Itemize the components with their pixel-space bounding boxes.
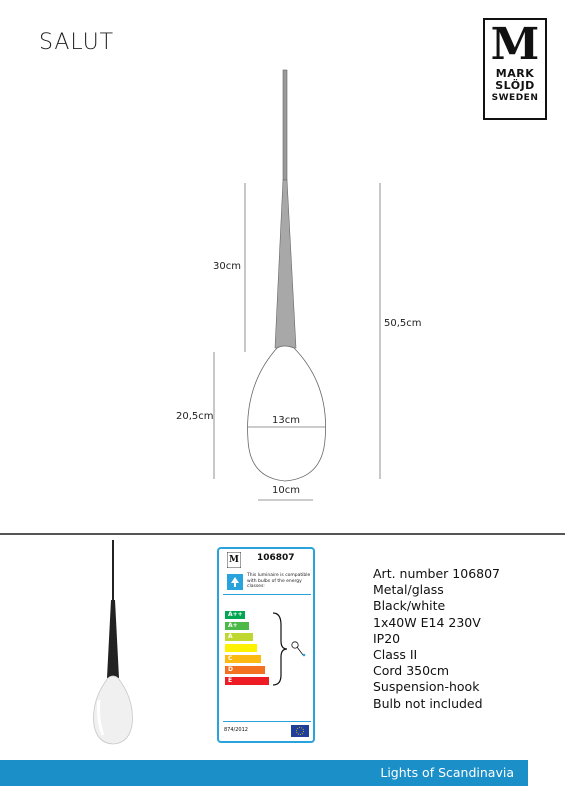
eu-flag-icon: [291, 725, 309, 737]
energy-class-c: C: [225, 655, 261, 663]
spec-mount: Suspension-hook: [373, 679, 480, 695]
logo-line-sweden: SWEDEN: [491, 93, 539, 103]
spec-art-number: Art. number 106807: [373, 566, 501, 581]
dim-label-bottom-width: 10cm: [272, 485, 300, 496]
dim-label-shade-height: 20,5cm: [176, 411, 214, 422]
product-photo: [85, 540, 145, 750]
product-specs: [373, 566, 500, 712]
spec-material: Metal/glass: [373, 582, 444, 598]
energy-class-a: A: [225, 633, 253, 641]
spec-ip: IP20: [373, 630, 401, 646]
label-logo-icon: [227, 552, 241, 568]
lamp-tapered-stem: [275, 180, 296, 348]
energy-class-a-plus-plus: A++: [225, 611, 245, 619]
spec-bulb-note: Bulb not included: [373, 695, 483, 711]
logo-line-mark: MARK: [495, 67, 535, 80]
label-regulation-number: 874/2012: [224, 727, 248, 733]
lamp-icon: [227, 574, 243, 590]
energy-class-e: E: [225, 677, 269, 685]
footer-bar: [0, 760, 528, 786]
energy-class-a-plus: A+: [225, 622, 249, 630]
dim-label-total-height: 50,5cm: [384, 318, 422, 329]
spec-color: Black/white: [373, 598, 446, 614]
bracket-and-bulb-icon: [271, 611, 311, 687]
svg-text:M: M: [229, 555, 239, 565]
product-title: SALUT: [39, 30, 115, 55]
logo-line-slojd: SLÖJD: [495, 79, 535, 92]
spec-bulb: 1x40W E14 230V: [373, 614, 481, 630]
label-article-number: 106807: [257, 553, 295, 563]
dim-label-shade-diameter: 13cm: [272, 415, 300, 426]
section-divider: [0, 533, 565, 535]
logo-monogram: M: [490, 19, 540, 70]
label-compatibility-text: This luminaire is compatible with bulbs of the energy classes:: [247, 573, 311, 589]
energy-class-b: B: [225, 644, 257, 652]
lamp-shade-outline: [248, 346, 326, 481]
spec-class: Class II: [373, 647, 418, 663]
energy-class-d: D: [225, 666, 265, 674]
footer-tagline: Lights of Scandinavia: [380, 765, 514, 780]
dim-label-cable: 30cm: [213, 261, 241, 272]
lamp-top-cap: [283, 70, 287, 180]
energy-label: [217, 547, 315, 743]
spec-cord: Cord 350cm: [373, 663, 450, 679]
